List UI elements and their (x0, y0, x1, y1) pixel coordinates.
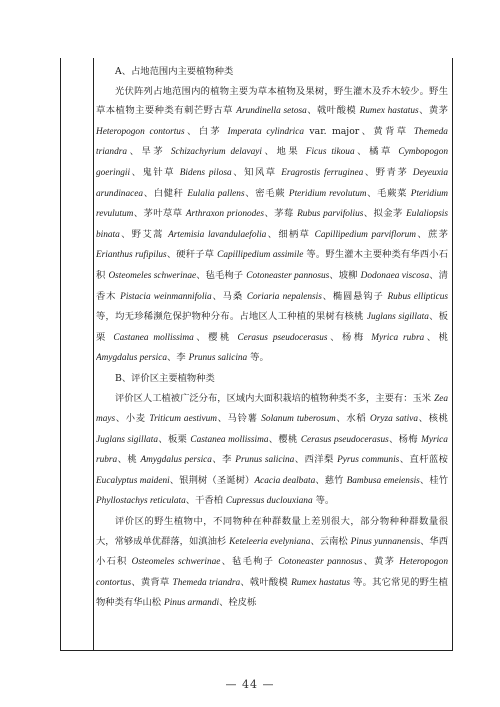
species-latin-name: Eragrostis ferruginea (281, 167, 364, 178)
text-run: 、直杆蓝桉 (399, 454, 448, 466)
text-run: 、野青茅 (363, 166, 413, 178)
table-column-divider (93, 58, 94, 650)
text-run: 、毡毛栒子 (196, 269, 247, 281)
text-run: 、地果 (261, 146, 306, 158)
species-latin-name: Zea mays (96, 393, 448, 425)
text-run: 、桃 (117, 454, 141, 466)
text-run: 、黄茅 (362, 556, 400, 568)
text-run: 、杨梅 (327, 331, 372, 343)
species-latin-name: Schizachyrium delavayi (170, 147, 262, 158)
species-latin-name: Rumex hastatus (359, 106, 419, 117)
text-run: 、旱茅 (127, 146, 171, 158)
text-run: 、水稻 (335, 413, 371, 425)
section-b-paragraph-1 (96, 389, 448, 513)
species-latin-name: Castanea mollissima (190, 434, 269, 445)
text-run: 、密毛蕨 (244, 187, 289, 199)
species-latin-name: Prunus salicina (235, 455, 295, 466)
species-latin-name: Artemisia lavandulaefolia (168, 229, 267, 240)
species-latin-name: Pteridium revolutum (288, 188, 367, 199)
species-latin-name: Cerasus pseudocerasus (300, 434, 389, 445)
text-run: 等。 (247, 352, 269, 364)
species-latin-name: Juglans sigillata (96, 434, 159, 445)
text-run: 、野艾蒿 (119, 228, 169, 240)
table-border-bottom (60, 650, 453, 651)
text-run: 等，均无珍稀濒危保护物种分布。占地区人工种植的果树有核桃 (96, 311, 367, 323)
species-latin-name: Osteomeles schwerinae (131, 557, 221, 568)
species-latin-name: Rumex hastatus (291, 577, 350, 588)
text-run: 、茅莓 (264, 208, 298, 220)
text-run: 、戟叶酸模 (306, 105, 360, 117)
text-run: 、坡柳 (329, 269, 361, 281)
text-run: 、杨梅 (388, 433, 422, 445)
text-run: 、毛蕨菜 (366, 187, 411, 199)
species-latin-name: Pinus yunnanensis (350, 536, 421, 547)
species-latin-name: Pteridium revulutum (96, 188, 448, 220)
text-run: 、黄背草 (131, 576, 173, 588)
species-latin-name: Capillipedium assimile (217, 250, 304, 261)
text-run: 、拟金茅 (363, 208, 407, 220)
species-latin-name: Oryza sativa (370, 414, 418, 425)
species-latin-name: Heteropogon contortus (96, 126, 185, 137)
text-run: 光伏阵列占地范围内的植物主要为草本植物及果树，野生灌木及乔木较少。野生草本植物主要种类有刺芒野古草 (96, 85, 448, 117)
text-run: 、云南松 (310, 535, 351, 547)
species-latin-name: Myrica rubra (96, 434, 448, 466)
text-run: 、樱桃 (268, 433, 301, 445)
species-latin-name: Cerasus pseudocerasus (237, 332, 328, 343)
text-run: 等。其它常见的野生植物种类有华山松 (96, 576, 448, 609)
text-run: 、橘草 (354, 146, 399, 158)
text-run: 、樱桃 (193, 331, 238, 343)
text-run: 、细柄草 (266, 228, 315, 240)
table-border-right (452, 58, 453, 650)
species-latin-name: Castanea mollissima (113, 332, 194, 343)
species-latin-name: Pinus armandi (164, 598, 220, 609)
species-latin-name: Dodonaea viscosa (360, 270, 430, 281)
text-run: 、毡毛栒子 (220, 556, 279, 568)
species-latin-name: Cotoneaster pannosus (278, 557, 363, 568)
text-run: 、银荆树（圣诞树） (169, 474, 255, 486)
text-run: 、李 (211, 454, 236, 466)
text-run: 、戟叶酸模 (240, 576, 292, 588)
species-latin-name: Eulalia pallens (187, 188, 245, 199)
page-number: — 44 — (225, 678, 275, 691)
text-run: 、李 (167, 352, 189, 364)
species-latin-name: Cupressus duclouxiana (225, 496, 313, 507)
text-run: 、西洋梨 (294, 454, 338, 466)
species-latin-name: Capillipedium parviflorum (314, 229, 416, 240)
species-latin-name: Solanum tuberosum (261, 414, 336, 425)
species-latin-name: Imperata cylindrica (227, 126, 305, 137)
text-run: 、清香木 (96, 269, 448, 302)
text-run: 、椭圆悬钩子 (321, 290, 388, 302)
species-latin-name: Prunus salicina (188, 353, 248, 364)
species-latin-name: Acacia dealbata (254, 475, 316, 486)
species-latin-name: Amygdalus persica (140, 455, 212, 466)
species-latin-name: Arthraxon prionodes (185, 209, 265, 220)
document-body (96, 62, 448, 648)
text-run: 、桃 (424, 331, 448, 343)
text-run: 等。 (312, 495, 335, 507)
text-run: 、栓皮栎 (219, 597, 257, 609)
text-run: 、核桃 (417, 413, 448, 425)
text-run: 、桂竹 (419, 474, 448, 486)
text-run: 、黄茅 (418, 105, 448, 117)
text-run: var. major、黄背草 (304, 125, 414, 137)
text-run: 、小麦 (115, 413, 150, 425)
species-latin-name: Triticum aestivum (149, 414, 217, 425)
text-run: 、慈竹 (315, 474, 347, 486)
species-latin-name: Bambusa emeiensis (346, 475, 420, 486)
species-latin-name: Cymbopogon goeringii (96, 147, 448, 178)
text-run: 、知风草 (231, 166, 282, 178)
text-run: 、白健秆 (143, 187, 188, 199)
section-a-heading: A、占地范围内主要植物种类 (115, 66, 234, 77)
species-latin-name: Keteleeria evelyniana (229, 536, 311, 547)
species-latin-name: Heteropogon contortus (96, 557, 448, 588)
text-run: 、板栗 (96, 311, 448, 343)
species-latin-name: Pistacia weinmannifolia (120, 291, 212, 302)
text-run: 、白茅 (184, 125, 228, 137)
text-run: 评价区的野生植物中，不同物种在种群数量上差别很大，部分物种种群数量很大，常够成单优群落，如滇油杉 (96, 516, 448, 547)
species-latin-name: Rubus parvifolius (297, 209, 364, 220)
species-latin-name: Eulaliopsis binata (96, 209, 448, 240)
text-run: 、硬秆子草 (166, 249, 218, 261)
species-latin-name: Juglans sigillata (366, 312, 429, 323)
species-latin-name: Cotoneaster pannosus (246, 270, 330, 281)
text-run: 等。野生灌木主要种类有华西小石积 (96, 249, 448, 281)
species-latin-name: Amygdalus persica (96, 353, 168, 364)
text-run: 、华西小石积 (96, 535, 448, 568)
section-b-heading: B、评价区主要植物种类 (115, 372, 215, 384)
text-run: 、干香柏 (185, 495, 226, 507)
species-latin-name: Eucalyptus maideni (96, 475, 170, 486)
species-latin-name: Deyeuxia arundinacea (96, 167, 448, 199)
section-a-paragraph-1 (96, 82, 448, 369)
species-latin-name: Themeda triandra (96, 126, 448, 158)
species-latin-name: Rubus ellipticus (387, 291, 448, 302)
text-run: 评价区人工植被广泛分布，区域内大面积栽培的植物种类不多，主要有：玉米 (115, 392, 435, 404)
text-run: 、蔗茅 (415, 228, 448, 240)
species-latin-name: Themeda triandra (172, 577, 241, 588)
text-run: 、马桑 (211, 290, 247, 302)
species-latin-name: Coriaria nepalensis (246, 291, 322, 302)
species-latin-name: Erianthus rufipilus (96, 250, 167, 261)
text-run: 、板栗 (158, 433, 191, 445)
section-b-paragraph-2 (96, 512, 448, 614)
text-run: 、茅叶荩草 (133, 208, 186, 220)
text-run: 、鬼针草 (130, 166, 180, 178)
species-latin-name: Bidens pilosa (179, 167, 232, 178)
text-run: 、马铃薯 (216, 413, 262, 425)
species-latin-name: Myrica rubra (371, 332, 425, 343)
species-latin-name: Osteomeles schwerinae (108, 270, 197, 281)
species-latin-name: Ficus tikoua (305, 147, 355, 158)
species-latin-name: Phyllostachys reticulata (96, 496, 186, 507)
species-latin-name: Arundinella setosa (236, 106, 307, 117)
species-latin-name: Pyrus communis (337, 455, 400, 466)
table-border-left (60, 58, 61, 650)
